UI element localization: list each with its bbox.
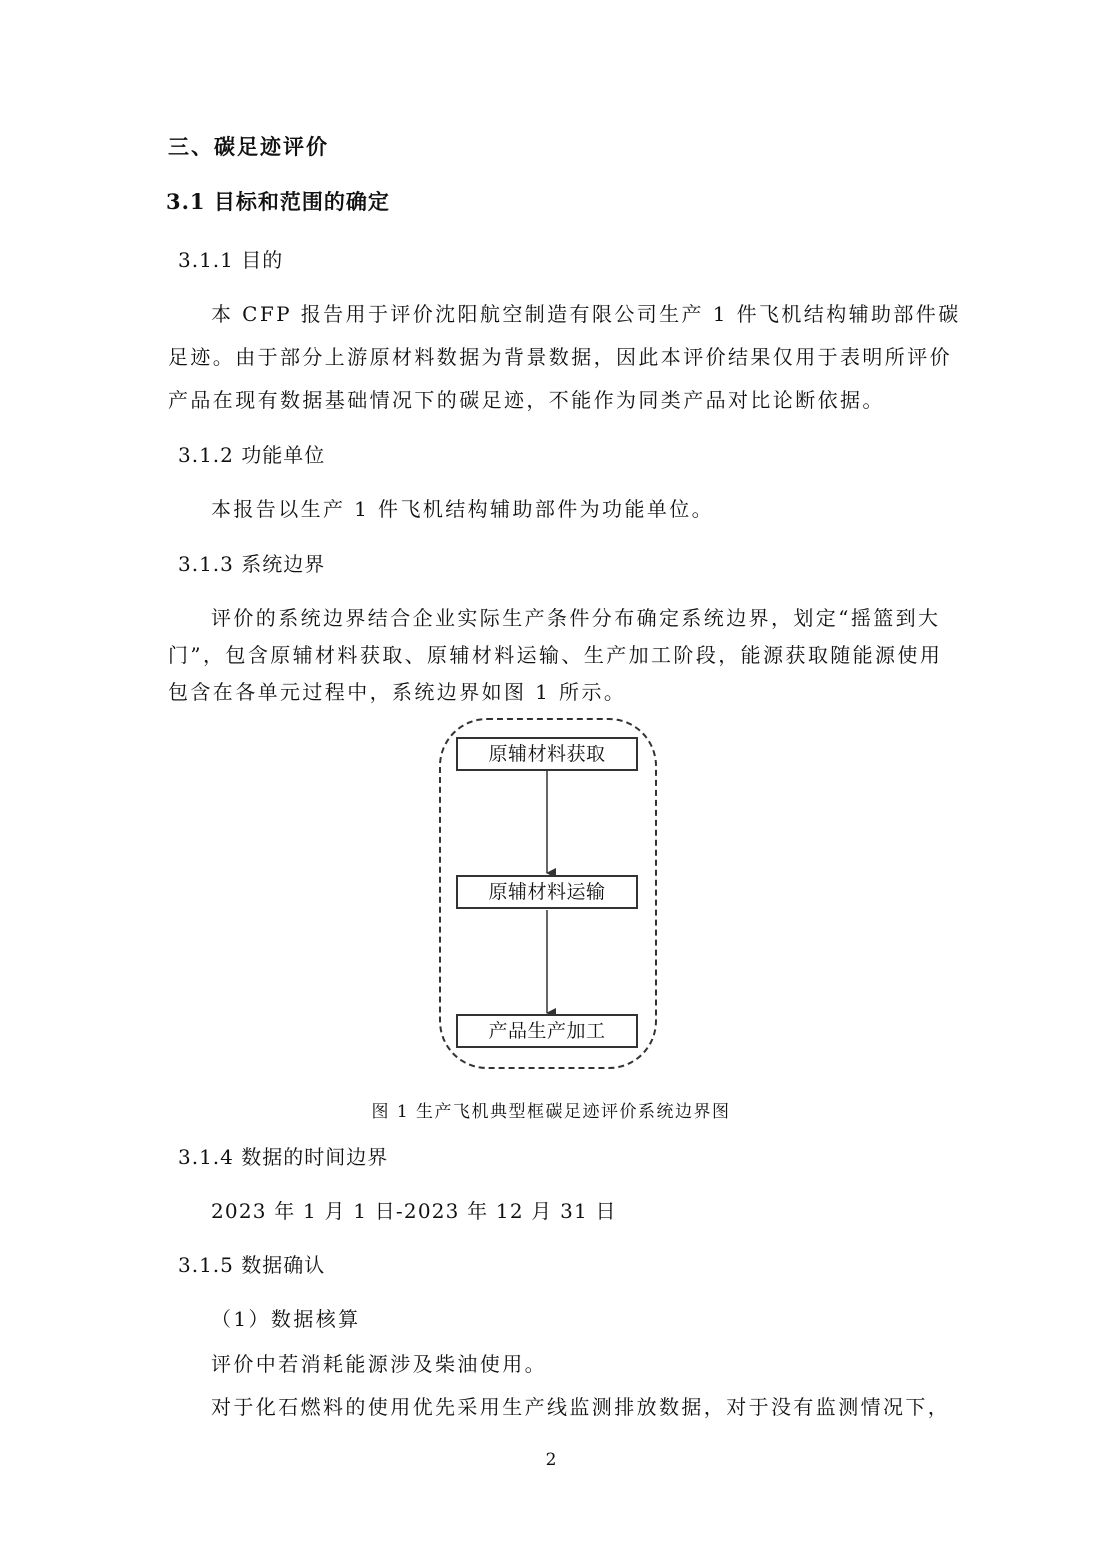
paragraph-purpose-line-3: 产品在现有数据基础情况下的碳足迹，不能作为同类产品对比论断依据。 xyxy=(168,388,885,412)
item-data-accounting: （1）数据核算 xyxy=(211,1307,361,1331)
heading-3-1-3: 3.1.3 系统边界 xyxy=(178,552,326,576)
page-number: 2 xyxy=(545,1450,557,1470)
section-title: 三、碳足迹评价 xyxy=(168,134,329,159)
paragraph-purpose-line-2: 足迹。由于部分上游原材料数据为背景数据，因此本评价结果仅用于表明所评价 xyxy=(168,345,952,369)
paragraph-boundary-line-1: 评价的系统边界结合企业实际生产条件分布确定系统边界，划定“摇篮到大 xyxy=(211,606,941,630)
subsection-title: 3.1 目标和范围的确定 xyxy=(166,189,390,214)
heading-3-1-5: 3.1.5 数据确认 xyxy=(178,1253,326,1277)
heading-3-1-1: 3.1.1 目的 xyxy=(178,248,284,272)
paragraph-diesel-usage: 评价中若消耗能源涉及柴油使用。 xyxy=(211,1352,547,1376)
time-boundary-text: 2023 年 1 月 1 日-2023 年 12 月 31 日 xyxy=(211,1199,617,1223)
paragraph-fossil-fuel: 对于化石燃料的使用优先采用生产线监测排放数据，对于没有监测情况下， xyxy=(211,1395,951,1419)
flow-step-product-processing: 产品生产加工 xyxy=(456,1014,638,1048)
paragraph-boundary-line-2: 门”，包含原辅材料获取、原辅材料运输、生产加工阶段，能源获取随能源使用 xyxy=(168,643,943,667)
paragraph-functional-unit: 本报告以生产 1 件飞机结构辅助部件为功能单位。 xyxy=(211,497,715,521)
heading-3-1-2: 3.1.2 功能单位 xyxy=(178,443,326,467)
paragraph-boundary-line-3: 包含在各单元过程中，系统边界如图 1 所示。 xyxy=(168,680,627,704)
paragraph-purpose-line-1: 本 CFP 报告用于评价沈阳航空制造有限公司生产 1 件飞机结构辅助部件碳 xyxy=(211,302,961,326)
flow-step-raw-material-acquisition: 原辅材料获取 xyxy=(456,737,638,771)
flow-step-raw-material-transport: 原辅材料运输 xyxy=(456,875,638,909)
figure-caption: 图 1 生产飞机典型框碳足迹评价系统边界图 xyxy=(371,1102,731,1122)
heading-3-1-4: 3.1.4 数据的时间边界 xyxy=(178,1145,389,1169)
